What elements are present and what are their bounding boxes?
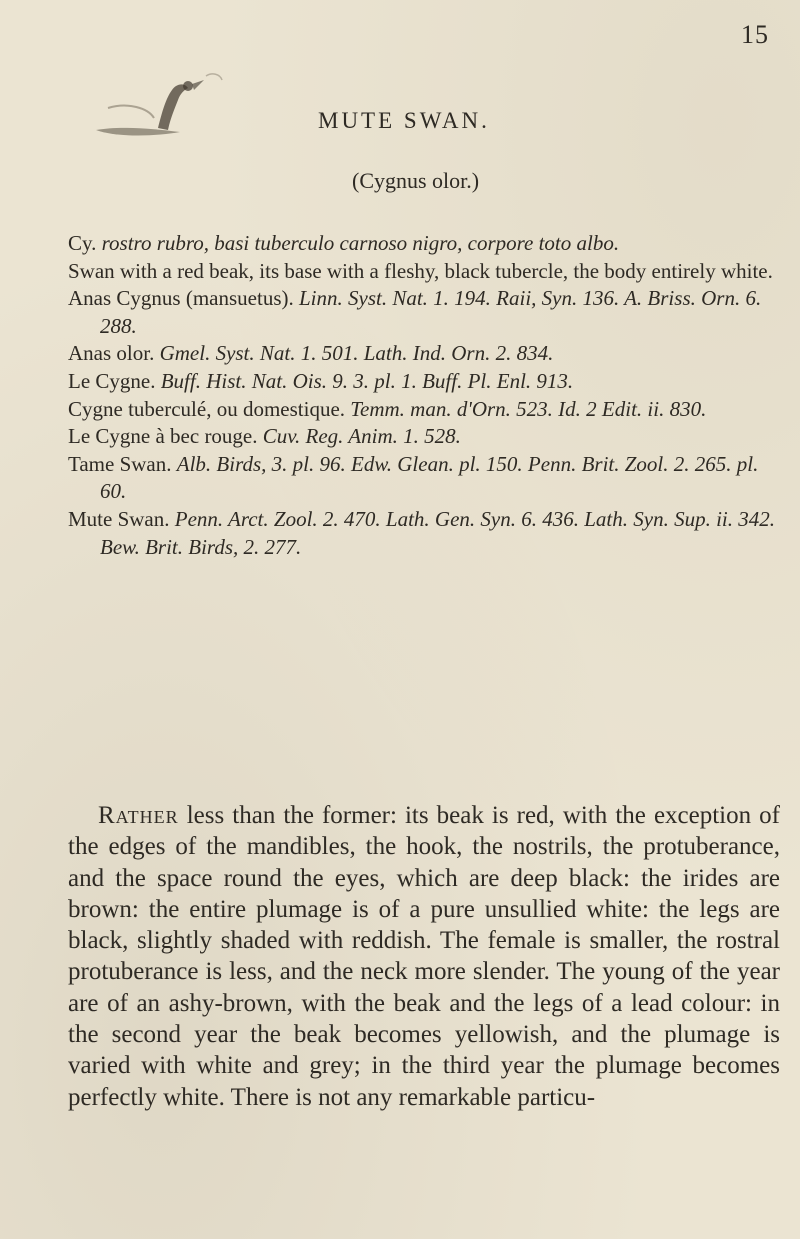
page-number: 15 <box>741 20 769 49</box>
synonymy-entry: Cy. rostro rubro, basi tuberculo carnoso nigro, corpore toto albo. <box>68 231 620 255</box>
synonymy-entry: Le Cygne. Buff. Hist. Nat. Ois. 9. 3. pl. 1. Buff. Pl. Enl. 913. <box>68 368 574 393</box>
swan-vignette-illustration <box>88 68 228 140</box>
synonymy-entry: Swan with a red beak, its base with a fleshy, black tubercle, the body entirely white. <box>68 258 773 283</box>
synonymy-entry: Le Cygne à bec rouge. Cuv. Reg. Anim. 1. 528. <box>68 424 461 449</box>
synonymy-entry: Anas olor. Gmel. Syst. Nat. 1. 501. Lath. Ind. Orn. 2. 834. <box>68 341 554 366</box>
synonymy-list <box>68 230 778 561</box>
synonymy-entry: Tame Swan. Alb. Birds, 3. pl. 96. Edw. Glean. pl. 150. Penn. Brit. Zool. 2. 265. pl. 60. <box>68 451 759 504</box>
synonymy-entry: Cygne tuberculé, ou domestique. Temm. man. d'Orn. 523. Id. 2 Edit. ii. 830. <box>68 396 707 421</box>
scientific-name: (Cygnus olor.) <box>352 168 480 193</box>
description-lead-word: Rather <box>98 802 179 829</box>
species-title: MUTE SWAN. <box>318 108 490 133</box>
synonymy-entry: Anas Cygnus (mansuetus). Linn. Syst. Nat. 1. 194. Raii, Syn. 136. A. Briss. Orn. 6. 288. <box>68 286 762 338</box>
description-paragraph <box>68 800 780 1113</box>
synonymy-entry: Mute Swan. Penn. Arct. Zool. 2. 470. Lath. Gen. Syn. 6. 436. Lath. Syn. Sup. ii. 342. Bew. Brit. Birds, 2. 277. <box>68 506 775 559</box>
description-text: less than the former: its beak is red, with the exception of the edges of the mandibles, the hook, the nostrils, the protuberance, and the space round the eyes, which are deep black: the irides are brown: the entire plumage is of a pure unsullied white: the legs are black, slightly shaded with reddish. The female is smaller, the rostral protuberance is less, and the neck more slender. The young of the year are of an ashy-brown, with the beak and the legs of a lead colour: in the second year the beak becomes yellowish, and the plumage is varied with white and grey; in the third year the plumage becomes perfectly white. There is not any remarkable particu- <box>68 802 780 1111</box>
